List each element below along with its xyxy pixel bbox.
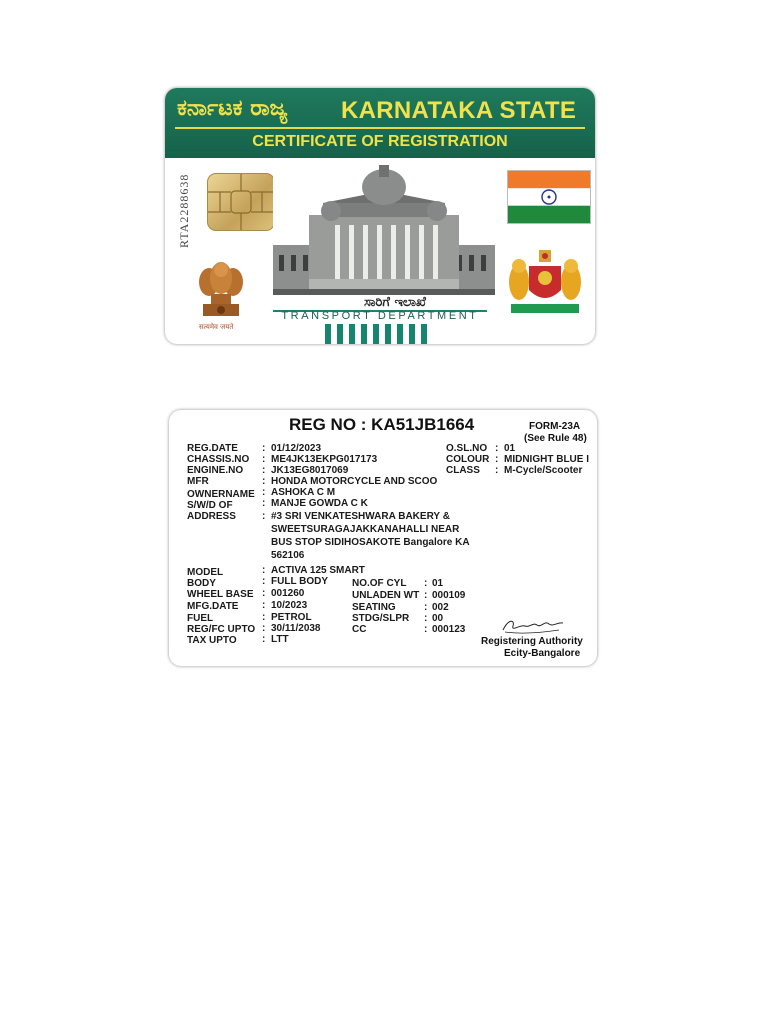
field-colon: : <box>262 498 266 509</box>
field-label: CC <box>352 624 367 635</box>
mfg-date-value: 10/2023 <box>271 600 308 611</box>
field-colon: : <box>424 624 428 635</box>
engine-number-value: JK13EG8017069 <box>271 465 349 476</box>
field-colon: : <box>262 634 266 645</box>
address-line: SWEETSURAGAJAKKANAHALLI NEAR <box>271 524 460 535</box>
field-label: S/W/D OF <box>187 500 233 511</box>
field-label: MFR <box>187 476 209 487</box>
india-flag-icon <box>507 170 591 224</box>
field-colon: : <box>424 578 428 589</box>
address-line: 562106 <box>271 550 305 561</box>
chassis-number-value: ME4JK13EKPG017173 <box>271 454 378 465</box>
field-colon: : <box>495 465 499 476</box>
field-label: ENGINE.NO <box>187 465 244 476</box>
barcode-stripes <box>325 324 437 344</box>
field-label: UNLADEN WT <box>352 590 420 601</box>
national-emblem-icon <box>195 256 247 320</box>
address-line: #3 SRI VENKATESHWARA BAKERY & <box>271 511 450 522</box>
card-header <box>165 88 595 158</box>
cc-value: 000123 <box>432 624 466 635</box>
unladen-weight-value: 000109 <box>432 590 466 601</box>
relation-name-value: MANJE GOWDA C K <box>271 498 368 509</box>
field-label: FUEL <box>187 613 214 624</box>
field-label: CLASS <box>446 465 480 476</box>
fuel-value: PETROL <box>271 612 312 623</box>
field-label: STDG/SLPR <box>352 613 410 624</box>
field-colon: : <box>262 511 266 522</box>
vehicle-class-value: M-Cycle/Scooter <box>504 465 583 476</box>
owner-serial-value: 01 <box>504 443 516 454</box>
field-label: CHASSIS.NO <box>187 454 250 465</box>
reg-valid-upto-value: 30/11/2038 <box>271 623 321 634</box>
department-name: TRANSPORT DEPARTMENT <box>281 310 479 322</box>
standing-sleeper-value: 00 <box>432 613 444 624</box>
header-divider <box>175 127 585 129</box>
seating-value: 002 <box>432 602 449 613</box>
address-line: BUS STOP SIDIHOSAKOTE Bangalore KA <box>271 537 470 548</box>
field-colon: : <box>262 443 266 454</box>
emblem-motto: सत्यमेव जयते <box>199 323 234 331</box>
field-colon: : <box>262 623 266 634</box>
field-label: NO.OF CYL <box>352 578 407 589</box>
field-colon: : <box>495 443 499 454</box>
wheel-base-value: 001260 <box>271 588 305 599</box>
field-colon: : <box>262 565 266 576</box>
field-colon: : <box>262 612 266 623</box>
smart-chip-icon <box>207 173 275 231</box>
field-colon: : <box>424 613 428 624</box>
rc-card-back <box>169 410 597 666</box>
form-number: FORM-23A <box>529 421 581 432</box>
authority-signature <box>499 614 569 636</box>
field-colon: : <box>262 454 266 465</box>
cylinders-value: 01 <box>432 578 444 589</box>
karnataka-emblem-icon <box>505 248 585 318</box>
field-colon: : <box>495 454 499 465</box>
registration-number: REG NO : KA51JB1664 <box>289 415 475 434</box>
body-value: FULL BODY <box>271 576 329 587</box>
field-label: MFG.DATE <box>187 601 239 612</box>
field-label: O.SL.NO <box>446 443 488 454</box>
field-colon: : <box>262 600 266 611</box>
vidhana-soudha-image <box>273 163 495 295</box>
form-rule: (See Rule 48) <box>524 433 587 444</box>
field-label: REG/FC UPTO <box>187 624 256 635</box>
field-label: SEATING <box>352 602 396 613</box>
colour-value: MIDNIGHT BLUE I <box>504 454 589 465</box>
manufacturer-value: HONDA MOTORCYCLE AND SCOO <box>271 476 438 487</box>
field-label: BODY <box>187 578 216 589</box>
rto-office: Ecity-Bangalore <box>504 648 581 659</box>
field-label: TAX UPTO <box>187 635 237 646</box>
owner-name-value: ASHOKA C M <box>271 487 336 498</box>
registering-authority-label: Registering Authority <box>481 636 583 647</box>
department-name-kannada: ಸಾರಿಗೆ ಇಲಾಖೆ <box>364 295 426 310</box>
field-colon: : <box>262 487 266 498</box>
field-label: WHEEL BASE <box>187 589 254 600</box>
field-label: COLOUR <box>446 454 490 465</box>
field-colon: : <box>424 590 428 601</box>
card-serial-number: RTA2288638 <box>177 173 191 248</box>
certificate-title: CERTIFICATE OF REGISTRATION <box>252 133 508 150</box>
field-colon: : <box>262 588 266 599</box>
model-value: ACTIVA 125 SMART <box>271 565 365 576</box>
state-title-kannada: ಕರ್ನಾಟಕ ರಾಜ್ಯ <box>177 96 288 121</box>
rc-card-front <box>165 88 595 344</box>
field-colon: : <box>262 465 266 476</box>
field-colon: : <box>262 476 266 487</box>
field-label: ADDRESS <box>187 511 236 522</box>
reg-date-value: 01/12/2023 <box>271 443 322 454</box>
field-label: OWNERNAME <box>187 489 255 500</box>
tax-upto-value: LTT <box>271 634 289 645</box>
field-label: MODEL <box>187 567 224 578</box>
field-colon: : <box>424 602 428 613</box>
state-title: KARNATAKA STATE <box>341 97 577 124</box>
field-label: REG.DATE <box>187 443 238 454</box>
field-colon: : <box>262 576 266 587</box>
